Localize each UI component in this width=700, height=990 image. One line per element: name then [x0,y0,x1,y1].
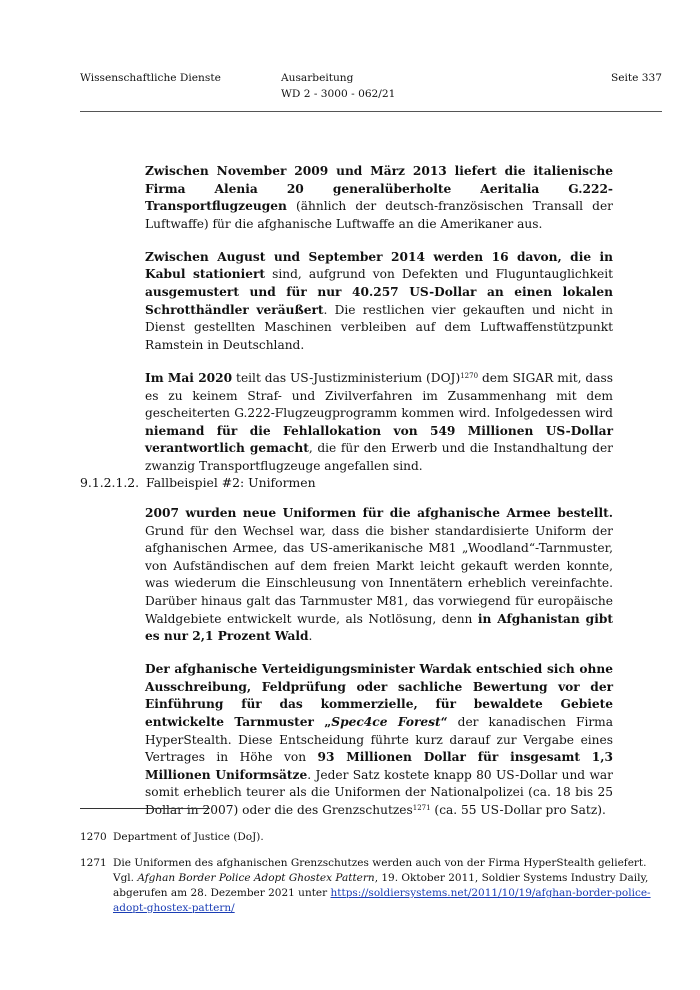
bold-text: Der afghanische Verteidigungsminister Wardak entschied sich ohne Ausschreibung, Feldprüfung oder sachliche Bewertung vor der Einführung für das kommerzielle, für bewaldete Gebiete entwickelte Tarnmuster „ [145,662,613,730]
body-text: , die für den Erwerb und die Instandhaltung der zwanzig Transportflugzeuge angefallen sind. [145,441,613,473]
body-text: teilt das US-Justizministerium (DOJ) [232,370,461,385]
paragraph-uniforms-ordered [145,505,613,646]
header-organization: Wissenschaftliche Dienste [80,72,221,84]
section-number: 9.1.2.1.2. [80,475,140,490]
footnote-text: Department of Justice (DoJ). [113,831,264,843]
bold-text: ausgemustert und für nur 40.257 US-Dollar an einen lokalen Schrotthändler veräußert [145,285,613,317]
footnote-reference-1271[interactable]: 1271 [412,804,431,812]
footnote-divider [80,808,210,809]
bold-text: 93 Millionen Dollar für insgesamt 1,3 Millionen Uniformsätze [145,750,613,782]
citation-prefix: Vgl. [113,872,138,884]
bold-text: 2007 wurden neue Uniformen für die afghanische Armee bestellt. [145,506,613,520]
footnote-reference-1270[interactable]: 1270 [460,371,479,380]
paragraph-uniforms-wardak [145,661,613,819]
header-doc-type: Ausarbeitung [281,72,354,84]
footnote-number: 1271 [80,857,107,869]
paragraph-g222-delivery [145,163,613,233]
body-text: Grund für den Wechsel war, dass die bisher standardisierte Uniform der afghanischen Armee, das US-amerikanische M81 „Woodland“-Tarnmuster, von Aufständischen auf dem freien Markt leicht gekauft werden konnte, was wiederum die Einschleusung von Innentätern erheblich vereinfachte. Darüber hinaus galt das Tarnmuster M81, das vorwiegend für europäische Waldgebiete entwickelt wurde, als Notlösung, denn [145,523,613,626]
body-text: (ähnlich der deutsch-französischen Transall der Luftwaffe) für die afghanische Luftwaffe an die Amerikaner aus. [145,199,613,231]
footnote-1271 [80,856,664,916]
bold-text: Zwischen August und September 2014 werden 16 davon, die in Kabul stationiert [145,249,613,282]
body-text: . Die restlichen vier gekauften und nicht in Dienst gestellten Maschinen verbleiben auf dem Luftwaffenstützpunkt Ramstein in Deutschland. [145,302,613,352]
bold-italic-text: Spec4ce Forest [331,715,441,730]
footnote-1270 [80,830,664,845]
bold-text: Im Mai 2020 [145,370,233,385]
header-page-number: Seite 337 [610,72,662,84]
body-text: . Jeder Satz kostete knapp 80 US-Dollar und war somit erheblich teurer als die Uniformen der Nationalpolizei (ca. 18 bis 25 Dollar in 2007) oder die des Grenzschutzes [145,767,613,817]
header-doc-number: WD 2 - 3000 - 062/21 [281,88,396,100]
bold-text: in Afghanistan gibt es nur 2,1 Prozent Wald [145,611,613,644]
body-text: . [308,629,313,644]
citation-link[interactable]: https://soldiersystems.net/2011/10/19/afghan-border-police-adopt-ghostex-pattern/ [113,887,651,914]
body-text: (ca. 55 US-Dollar pro Satz). [430,803,606,817]
bold-text: Zwischen November 2009 und März 2013 liefert die italienische Firma Alenia 20 generalüberholte Aeritalia G.222-Transportflugzeugen [145,164,613,214]
footnote-line: Die Uniformen des afghanischen Grenzschutzes werden auch von der Firma HyperStealth geliefert. [113,857,647,869]
body-text: dem SIGAR mit, dass es zu keinem Straf- und Zivilverfahren im Zusammenhang mit dem gescheiterten G.222-Flugzeugprogramm kommen wird. Infolgedessen wird [145,370,613,421]
paragraph-g222-doj [145,370,613,476]
body-text: sind, aufgrund von Defekten und Fluguntauglichkeit [265,267,613,282]
section-title: Fallbeispiel #2: Uniformen [146,475,316,490]
footnote-number: 1270 [80,831,107,843]
citation-details: , 19. Oktober 2011, Soldier Systems Industry Daily, abgerufen am 28. Dezember 2021 unter [113,872,649,899]
header-divider [80,111,662,112]
page-header [80,70,662,114]
bold-text: niemand für die Fehlallokation von 549 Millionen US-Dollar verantwortlich gemacht [145,423,613,456]
paragraph-g222-scrapped [145,249,613,355]
header-document-info [281,70,395,102]
footnote-text [113,856,664,916]
uniforms-text-block [145,505,613,835]
g222-text-block [145,163,613,491]
citation-title: Afghan Border Police Adopt Ghostex Pattern [137,872,375,884]
footnote-citation [113,871,664,916]
body-text: der kanadischen Firma HyperStealth. Diese Entscheidung führte kurz darauf zur Vergabe eines Vertrages in Höhe von [145,715,613,765]
bold-text: “ [440,715,448,730]
